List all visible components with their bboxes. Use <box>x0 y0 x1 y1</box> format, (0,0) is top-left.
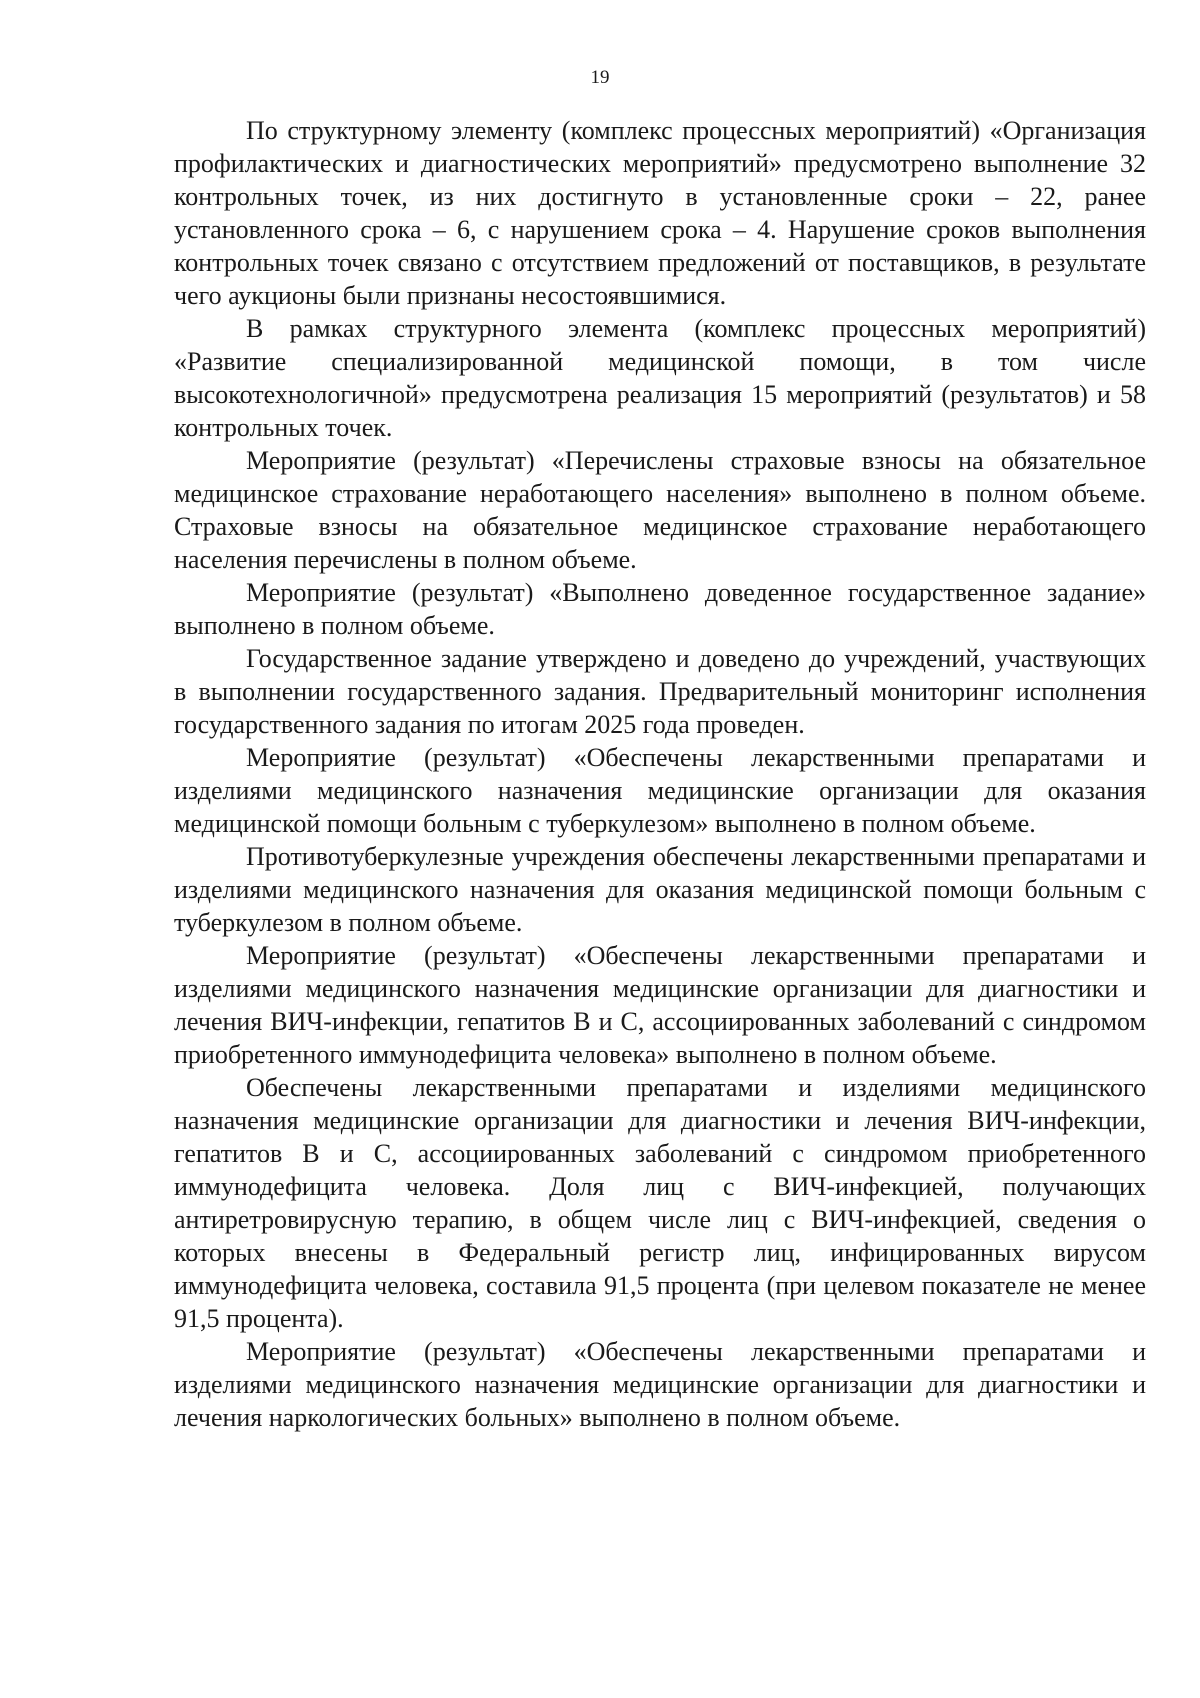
paragraph: Мероприятие (результат) «Обеспечены лекарственными препаратами и изделиями медицинского назначения медицинские организации для диагностики и лечения наркологических больных» выполнено в полном объеме. <box>174 1337 1146 1432</box>
paragraph: В рамках структурного элемента (комплекс процессных мероприятий) «Развитие специализированной медицинской помощи, в том числе высокотехнологичной» предусмотрена реализация 15 мероприятий (результатов) и 58 контрольных точек. <box>174 314 1146 442</box>
paragraph: Мероприятие (результат) «Обеспечены лекарственными препаратами и изделиями медицинского назначения медицинские организации для оказания медицинской помощи больным с туберкулезом» выполнено в полном объеме. <box>174 743 1146 838</box>
paragraph: По структурному элементу (комплекс процессных мероприятий) «Организация профилактических и диагностических мероприятий» предусмотрено выполнение 32 контрольных точек, из них достигнуто в установленные сроки – 22, ранее установленного срока – 6, с нарушением срока – 4. Нарушение сроков выполнения контрольных точек связано с отсутствием предложений от поставщиков, в результате чего аукционы были признаны несостоявшимися. <box>174 116 1146 310</box>
paragraph: Государственное задание утверждено и доведено до учреждений, участвующих в выполнении государственного задания. Предварительный мониторинг исполнения государственного задания по итогам 2025 года проведен. <box>174 644 1146 739</box>
document-body <box>174 114 1146 1434</box>
paragraph: Обеспечены лекарственными препаратами и изделиями медицинского назначения медицинские организации для диагностики и лечения ВИЧ-инфекции, гепатитов B и C, ассоциированных заболеваний с синдромом приобретенного иммунодефицита человека. Доля лиц с ВИЧ-инфекцией, получающих антиретровирусную терапию, в общем числе лиц с ВИЧ-инфекцией, сведения о которых внесены в Федеральный регистр лиц, инфицированных вирусом иммунодефицита человека, составила 91,5 процента (при целевом показателе не менее 91,5 процента). <box>174 1073 1146 1333</box>
paragraph: Мероприятие (результат) «Обеспечены лекарственными препаратами и изделиями медицинского назначения медицинские организации для диагностики и лечения ВИЧ-инфекции, гепатитов B и C, ассоциированных заболеваний с синдромом приобретенного иммунодефицита человека» выполнено в полном объеме. <box>174 941 1146 1069</box>
paragraph: Мероприятие (результат) «Перечислены страховые взносы на обязательное медицинское страхование неработающего населения» выполнено в полном объеме. Страховые взносы на обязательное медицинское страхование неработающего населения перечислены в полном объеме. <box>174 446 1146 574</box>
paragraph: Мероприятие (результат) «Выполнено доведенное государственное задание» выполнено в полном объеме. <box>174 578 1146 640</box>
paragraph: Противотуберкулезные учреждения обеспечены лекарственными препаратами и изделиями медицинского назначения для оказания медицинской помощи больным с туберкулезом в полном объеме. <box>174 842 1146 937</box>
page-number: 19 <box>590 67 610 88</box>
